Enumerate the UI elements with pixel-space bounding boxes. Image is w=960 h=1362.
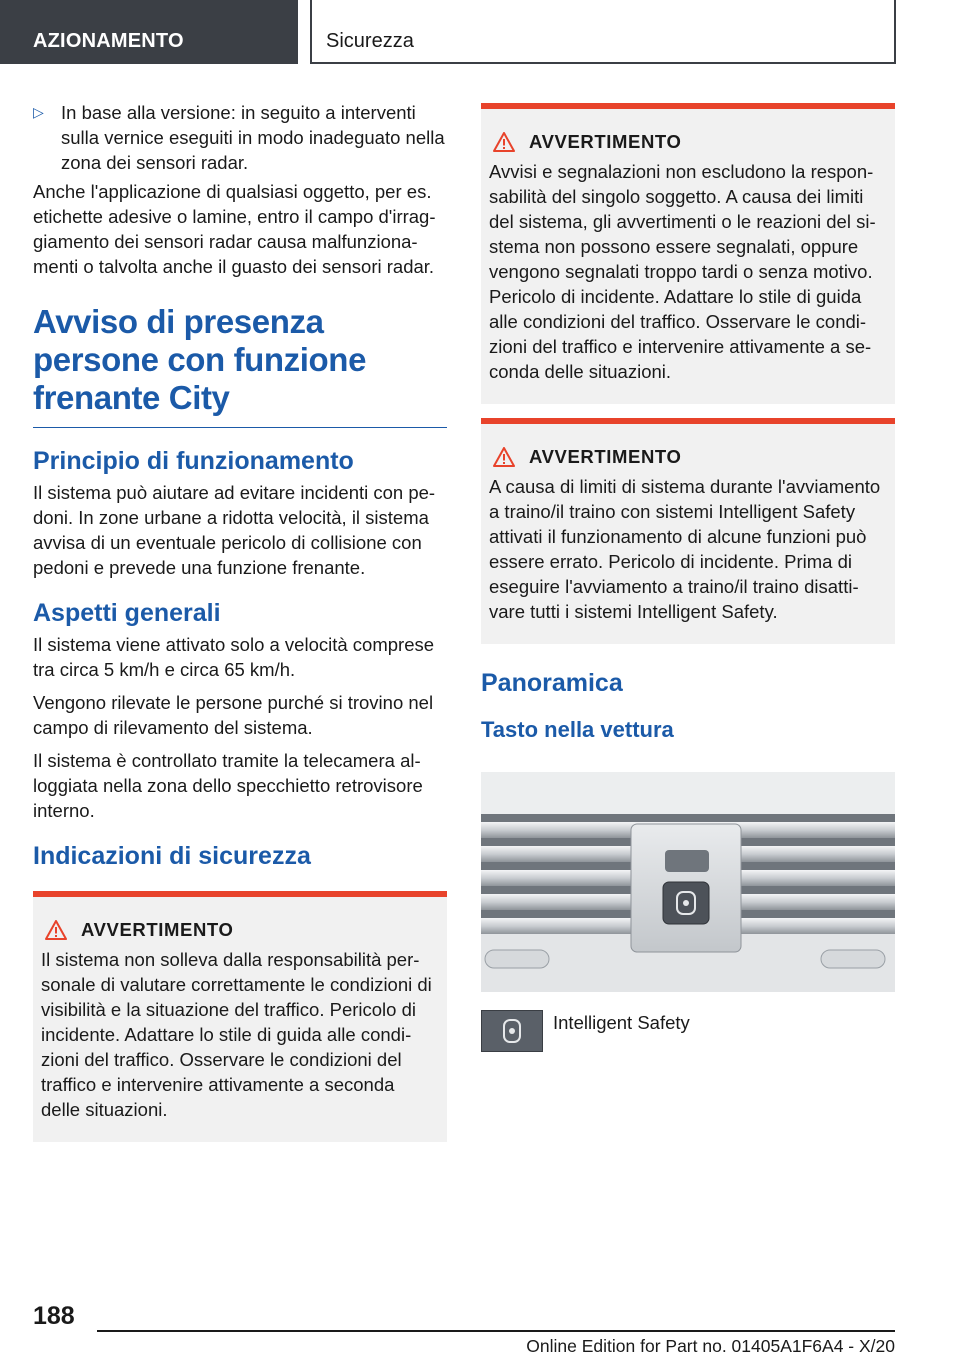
left-column (33, 100, 447, 1142)
footer-edition: Online Edition for Part no. 01405A1F6A4 - X/20 (526, 1336, 895, 1356)
warning-triangle-icon (45, 920, 67, 940)
paragraph: Il sistema può aiutare ad evitare incidenti con pe-doni. In zone urbane a ridotta velocità, il sistema avvisa di un eventuale pericolo di collisione con pedoni e prevede una funzione frenante. (33, 482, 436, 578)
heading-aspetti: Aspetti generali (33, 599, 221, 627)
warning-box (481, 103, 895, 404)
intelligent-safety-icon (481, 1010, 543, 1052)
warning-title: AVVERTIMENTO (81, 919, 234, 940)
heading-tasto: Tasto nella vettura (481, 717, 674, 742)
warning-box (33, 891, 447, 1142)
right-column (481, 100, 895, 1052)
paragraph: Il sistema è controllato tramite la telecamera al-loggiata nella zona dello specchietto retrovisore interno. (33, 750, 423, 821)
vehicle-button-photo (481, 772, 895, 992)
page-number: 188 (33, 1302, 75, 1330)
warning-text: A causa di limiti di sistema durante l'avviamento a traino/il traino con sistemi Intelligent Safety attivati il funzionamento di alcune funzioni può essere errato. Pericolo di incidente. Prima di eseguire l'avviamento a traino/il traino disatti-vare tutti i sistemi Intelligent Safety. (489, 476, 881, 622)
air-vent-illustration (481, 772, 895, 992)
heading-principio: Principio di funzionamento (33, 447, 354, 475)
paragraph: Il sistema viene attivato solo a velocità comprese tra circa 5 km/h e circa 65 km/h. (33, 634, 435, 680)
warning-triangle-icon (493, 132, 515, 152)
warning-text: Il sistema non solleva dalla responsabilità per-sonale di valutare correttamente le condizioni di visibilità e la situazione del traffico. Pericolo di incidente. Adattare lo stile di guida alle condi-zioni del traffico. Osservare le condizioni del traffico e intervenire attivamente a seconda delle situazioni. (41, 949, 432, 1120)
warning-text: Avvisi e segnalazioni non escludono la respon-sabilità del singolo soggetto. A causa dei limiti del sistema, gli avvertimenti o le reazioni del si-stema non possono essere segnalati, oppure vengono segnalati troppo tardi o senza motivo. Pericolo di incidente. Adattare lo stile di guida alle condizioni del traffico. Osservare le condi-zioni del traffico e intervenire attivamente a se-conda delle situazioni. (489, 161, 876, 382)
button-legend-row (481, 1010, 895, 1052)
warning-title: AVVERTIMENTO (529, 446, 682, 467)
bullet-triangle-icon: ▷ (33, 104, 44, 120)
warning-box (481, 418, 895, 644)
warning-title: AVVERTIMENTO (529, 131, 682, 152)
footer-divider (97, 1330, 895, 1332)
page-title: Avviso di presenza persone con funzione frenante City (33, 303, 447, 428)
header-section-title: AZIONAMENTO (33, 30, 184, 52)
heading-panoramica: Panoramica (481, 669, 623, 697)
button-legend-label: Intelligent Safety (553, 1012, 690, 1033)
list-item (33, 100, 447, 175)
bullet-text: In base alla versione: in seguito a interventi sulla vernice eseguiti in modo inadeguato nella zona dei sensori radar. (61, 102, 445, 173)
paragraph: Vengono rilevate le persone purché si trovino nel campo di rilevamento del sistema. (33, 692, 434, 738)
header-subsection-title: Sicurezza (326, 30, 414, 52)
heading-indicazioni: Indicazioni di sicurezza (33, 842, 311, 870)
warning-triangle-icon (493, 447, 515, 467)
header-subsection-box (310, 0, 896, 64)
header-section-tab (0, 0, 298, 64)
paragraph: Anche l'applicazione di qualsiasi oggetto, per es. etichette adesive o lamine, entro il campo d'irrag-giamento dei sensori radar causa malfunziona-menti o talvolta anche il guasto dei sensori radar. (33, 181, 436, 277)
